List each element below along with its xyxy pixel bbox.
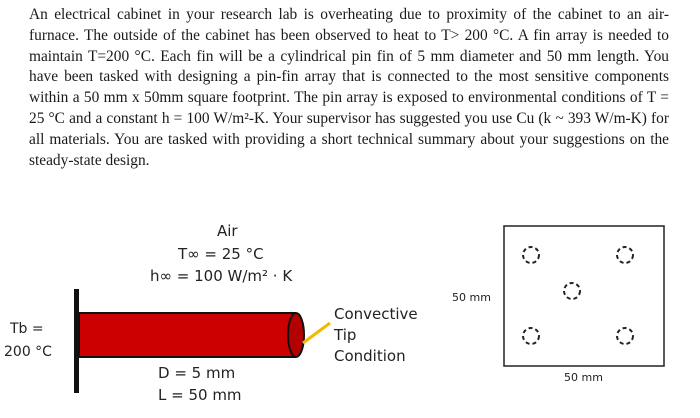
footprint-width-label: 50 mm [564,371,603,384]
pin-cross-section [617,328,633,344]
environment-label: Air [217,222,238,240]
pin-array [523,247,633,344]
convection-coefficient-label: h∞ = 100 W/m² · K [150,267,293,285]
problem-text: An electrical cabinet in your research lab is overheating due to proximity of the cabinet to an air-furnace. The outside of the cabinet has been observed to heat to T> 200 °C. A fin array is needed to maintain T=200 °C. Each fin will be a cylindrical pin fin of 5 mm diameter and 50 mm length. You have been tasked with designing a pin-fin array that is connected to the most sensitive components within a 50 mm x 50mm square footprint. The pin array is exposed to environmental conditions of T = 25 °C and a constant h = 100 W/m²-K. Your supervisor has suggested you use Cu (k ~ 393 W/m-K) for all materials. You are tasked with providing a short technical summary about your suggestions on the steady-state design. [29,6,669,169]
base-temperature-label-line1: Tb = [10,321,44,337]
fin-tip-face [288,313,304,357]
diameter-label: D = 5 mm [158,364,236,382]
tip-condition-label-line1: Convective [334,305,418,323]
pin-cross-section [523,328,539,344]
base-temperature-label-line2: 200 °C [4,344,52,360]
pin-cross-section [564,283,580,299]
footprint-height-label: 50 mm [452,291,491,304]
footprint-square [504,226,664,366]
tip-condition-label-line3: Condition [334,347,406,365]
ambient-temperature-label: T∞ = 25 °C [178,245,264,263]
pin-cross-section [523,247,539,263]
pin-cross-section [617,247,633,263]
length-label: L = 50 mm [158,386,242,404]
tip-condition-label-line2: Tip [334,326,357,344]
fin-body [79,313,295,357]
tip-leader-line [303,323,330,343]
